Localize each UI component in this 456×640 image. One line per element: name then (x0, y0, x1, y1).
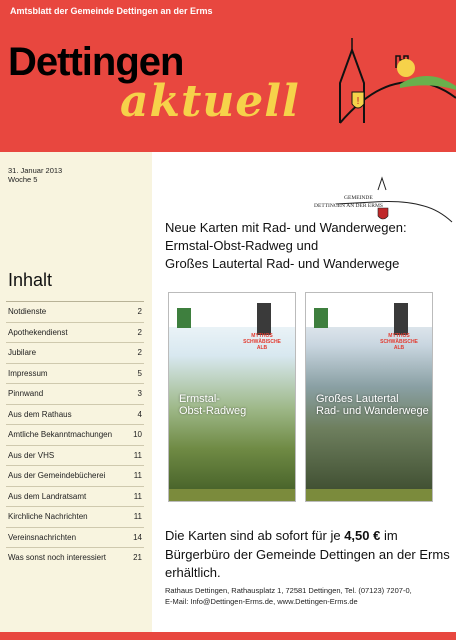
village-skyline-icon (300, 28, 456, 138)
toc-item-page: 11 (133, 450, 142, 460)
masthead-tagline: Amtsblatt der Gemeinde Dettingen an der Erms (10, 6, 213, 16)
article-headline (165, 219, 450, 273)
cover-title-line: Ermstal- (179, 393, 220, 405)
contact-address: Rathaus Dettingen, Rathausplatz 1, 72581 Dettingen, Tel. (07123) 7207-0, (165, 586, 412, 595)
toc-item-label: Aus dem Landratsamt (8, 491, 87, 501)
masthead-title: Dettingen (8, 40, 184, 84)
sidebar (0, 152, 152, 632)
toc-item[interactable] (6, 363, 144, 384)
toc-item[interactable] (6, 486, 144, 507)
cover-title-line: Großes Lautertal (316, 393, 399, 405)
toc-item-label: Notdienste (8, 307, 47, 317)
toc-item-label: Impressum (8, 368, 48, 378)
contact-web[interactable]: E-Mail: Info@Dettingen-Erms.de, www.Dettingen-Erms.de (165, 597, 358, 606)
toc-item-label: Aus der Gemeindebücherei (8, 471, 106, 481)
toc-item-page: 2 (137, 307, 142, 317)
toc-item-label: Was sonst noch interessiert (8, 553, 106, 563)
toc-item[interactable] (6, 383, 144, 404)
toc-item[interactable] (6, 445, 144, 466)
toc-item-page: 5 (137, 368, 142, 378)
toc-item-page: 2 (137, 327, 142, 337)
toc-item-page: 21 (133, 553, 142, 563)
masthead (0, 0, 456, 152)
toc-item[interactable] (6, 465, 144, 486)
masthead-subtitle: aktuell (120, 76, 300, 127)
toc-item-label: Amtliche Bekanntmachungen (8, 430, 113, 440)
table-of-contents (6, 301, 144, 568)
issue-date: 31. Januar 2013 (8, 166, 63, 175)
cover-title (316, 393, 429, 417)
toc-item-page: 4 (137, 409, 142, 419)
toc-item-label: Vereinsnachrichten (8, 532, 77, 542)
toc-item[interactable] (6, 506, 144, 527)
toc-item[interactable] (6, 424, 144, 445)
map-cover-lautertal (305, 292, 433, 502)
logo-text-town: DETTINGEN AN DER ERMS (314, 203, 383, 209)
toc-item-label: Jubilare (8, 348, 37, 358)
toc-item-label: Kirchliche Nachrichten (8, 512, 88, 522)
svg-text:!: ! (356, 96, 361, 107)
toc-item-label: Aus der VHS (8, 450, 55, 460)
toc-item-page: 2 (137, 348, 142, 358)
toc-item-page: 11 (133, 512, 142, 522)
toc-item-page: 11 (133, 471, 142, 481)
map-cover-ermstal (168, 292, 296, 502)
toc-item-page: 14 (133, 532, 142, 542)
body-text: im Bürgerbüro der Gemeinde Dettingen an der Erms erhältlich. (165, 528, 450, 580)
price: 4,50 € (344, 528, 381, 543)
issue-week: Woche 5 (8, 175, 38, 184)
tower-icon (257, 303, 271, 335)
cover-title-line: Rad- und Wanderwege (316, 405, 429, 417)
body-text: Die Karten sind ab sofort für je (165, 528, 345, 543)
footer-bar (0, 632, 456, 640)
toc-item[interactable] (6, 527, 144, 548)
cover-badge-icon (314, 308, 328, 328)
toc-item[interactable] (6, 342, 144, 363)
cover-title (179, 393, 246, 417)
tower-icon (394, 303, 408, 335)
headline-line: Ermstal-Obst-Radweg und (165, 238, 319, 253)
cover-series-label: MYTHOS SCHWÄBISCHE ALB (380, 333, 418, 351)
logo-text-gemeinde: GEMEINDE (344, 195, 373, 201)
cover-series-label: MYTHOS SCHWÄBISCHE ALB (243, 333, 281, 351)
toc-item-page: 10 (133, 430, 142, 440)
toc-item-label: Aus dem Rathaus (8, 409, 72, 419)
toc-item[interactable] (6, 322, 144, 343)
article-body (165, 527, 450, 583)
article-contact (165, 585, 450, 607)
toc-item[interactable] (6, 301, 144, 322)
headline-line: Großes Lautertal Rad- und Wanderwege (165, 256, 400, 271)
toc-item[interactable] (6, 404, 144, 425)
cover-badge-icon (177, 308, 191, 328)
toc-item-label: Pinnwand (8, 389, 44, 399)
cover-title-line: Obst-Radweg (179, 405, 247, 417)
toc-heading: Inhalt (8, 270, 53, 290)
toc-item-page: 3 (137, 389, 142, 399)
toc-item[interactable] (6, 547, 144, 568)
toc-item-label: Apothekendienst (8, 327, 68, 337)
toc-item-page: 11 (133, 491, 142, 501)
headline-line: Neue Karten mit Rad- und Wanderwegen: (165, 220, 407, 235)
